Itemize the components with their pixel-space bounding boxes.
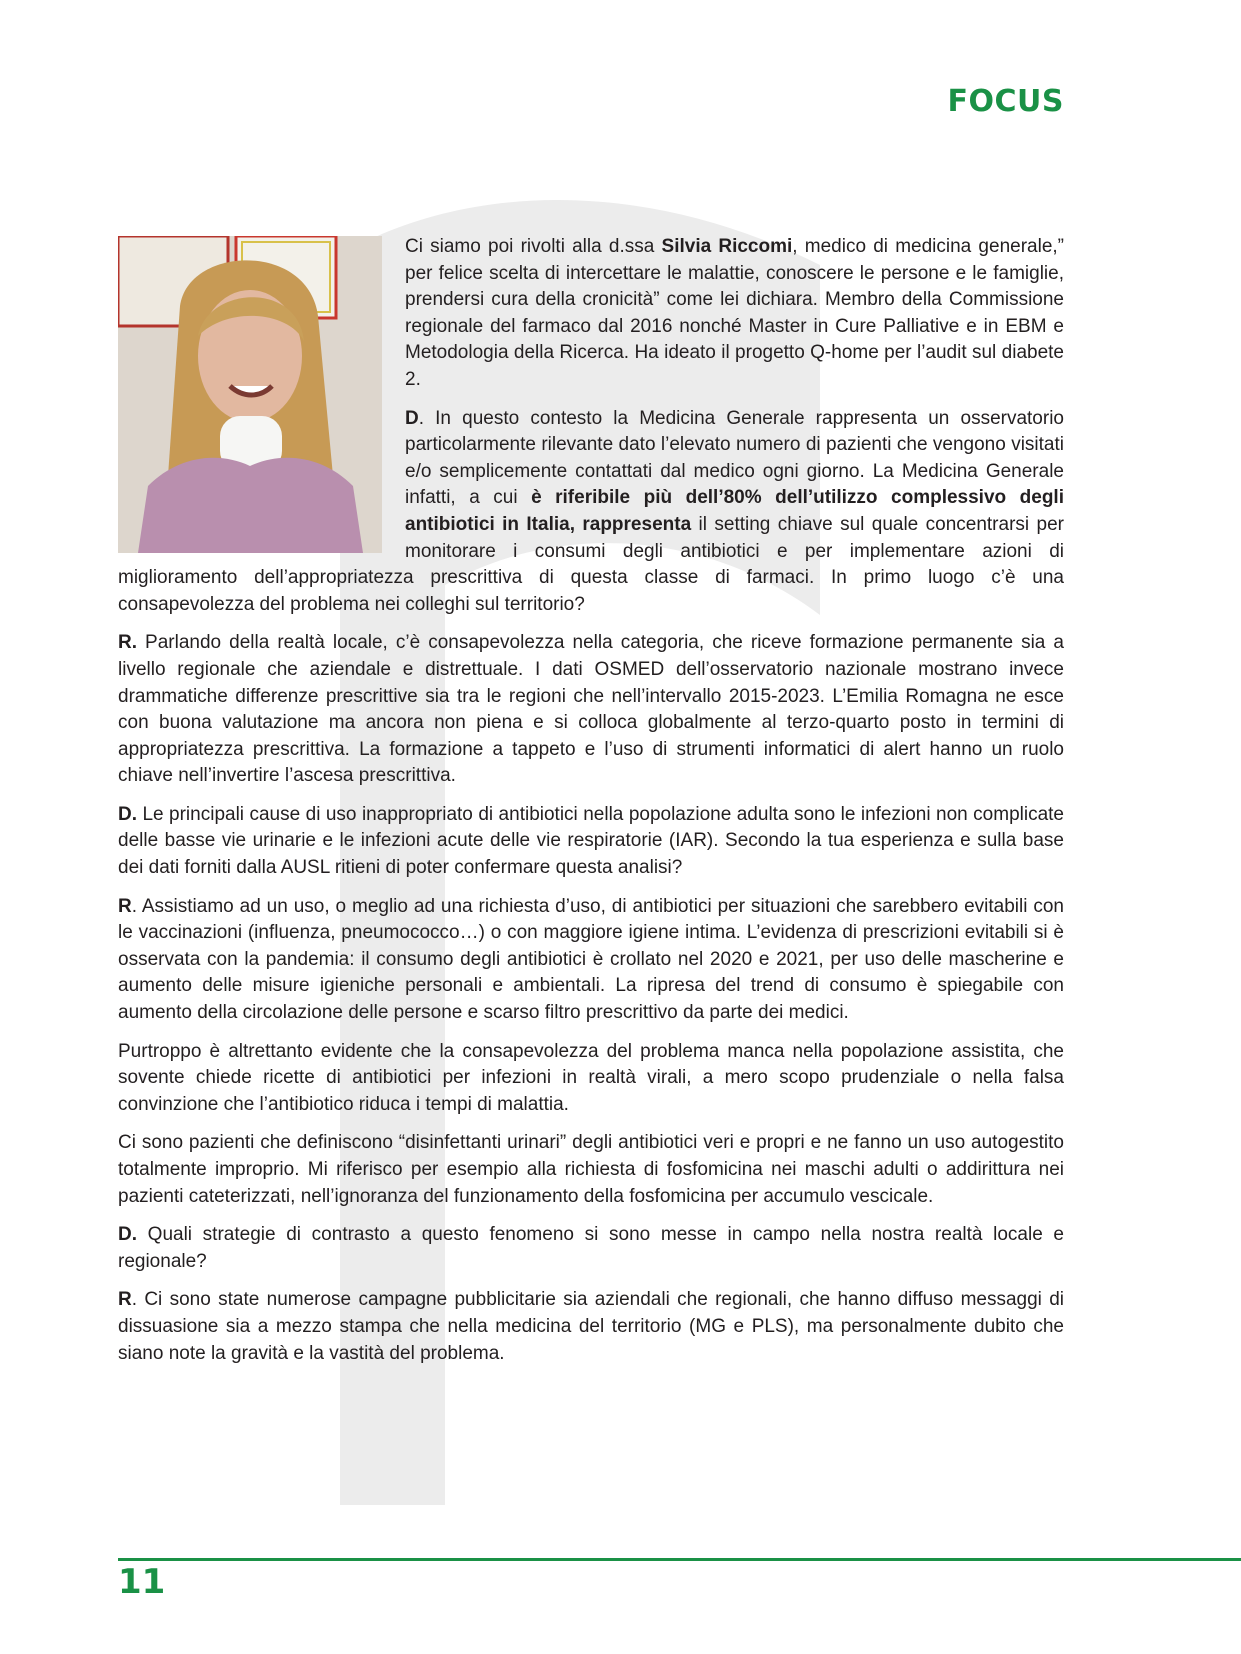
answer-tag: R: [118, 1289, 132, 1311]
question-paragraph: D. Quali strategie di contrasto a questo fenomeno si sono messe in campo nella nostra realtà locale e regionale?: [118, 1224, 1064, 1272]
answer-paragraph: R. Ci sono state numerose campagne pubblicitarie sia aziendali che regionali, che hanno diffuso messaggi di dissuasione sia a mezzo stampa che nella medicina del territorio (MG e PLS), ma personalmente dubito che siano note la gravità e la vastità del problema.: [118, 1289, 1064, 1364]
body-paragraph: Purtroppo è altrettanto evidente che la consapevolezza del problema manca nella popolazione assistita, che sovente chiede ricette di antibiotici per infezioni in realtà virali, a mero scopo prudenziale o nella falsa convinzione che l’antibiotico riduca i tempi di malattia.: [118, 1040, 1064, 1115]
highlight-text: è riferibile più dell’80% dell’utilizzo complessivo degli antibiotici in Italia, rappresenta: [405, 487, 1064, 535]
interviewee-name: Silvia Riccomi: [661, 236, 793, 257]
question-tag: D.: [118, 803, 137, 825]
footer-rule: [118, 1558, 1241, 1561]
answer-tag: R.: [118, 632, 137, 654]
answer-paragraph: R. Parlando della realtà locale, c’è consapevolezza nella categoria, che riceve formazione permanente sia a livello regionale che aziendale e distrettuale. I dati OSMED dell’osservatorio nazionale mostrano invece drammatiche differenze prescrittive sia tra le regioni che nell’intervallo 2015-2023. L’Emilia Romagna ne esce con buona valutazione ma ancora non piena e si colloca globalmente al terzo-quarto posto in termini di appropriatezza prescrittiva. La formazione a tappeto e l’uso di strumenti informatici di alert hanno un ruolo chiave nell’invertire l’ascesa prescrittiva.: [118, 632, 1064, 787]
question-paragraph: D. Le principali cause di uso inappropriato di antibiotici nella popolazione adulta sono le infezioni non complicate delle basse vie urinarie e le infezioni acute delle vie respiratorie (IAR). Secondo la tua esperienza e sulla base dei dati forniti dalla AUSL ritieni di poter confermare questa analisi?: [118, 803, 1064, 879]
portrait-photo: [118, 236, 382, 553]
answer-paragraph: R. Assistiamo ad un uso, o meglio ad una richiesta d’uso, di antibiotici per situazioni che sarebbero evitabili con le vaccinazioni (influenza, pneumococco…) o con maggiore igiene intima. L’evidenza di prescrizioni evitabili si è osservata con la pandemia: il consumo degli antibiotici è crollato nel 2020 e 2021, per uso delle mascherine e aumento delle misure igieniche personali e ambientali. La ripresa del trend di consumo è spiegabile con aumento della circolazione delle persone e scarso filtro prescrittivo da parte dei medici.: [118, 895, 1064, 1024]
page-number: 11: [118, 1562, 166, 1602]
section-label: FOCUS: [947, 84, 1064, 119]
question-tag: D.: [118, 1224, 137, 1246]
question-paragraph: D. In questo contesto la Medicina Generale rappresenta un osservatorio particolarmente rilevante dato l’elevato numero di pazienti che vengono visitati e/o semplicemente contattati dal medico ogni giorno. La Medicina Generale infatti, a cui è riferibile più dell’80% dell’utilizzo complessivo degli antibiotici in Italia, rappresenta il setting chiave sul quale concentrarsi per monitorare i consumi degli antibiotici e per implementare azioni di miglioramento dell’appropriatezza prescrittiva di questa classe di farmaci. In primo luogo c’è una consapevolezza del problema nei colleghi sul territorio?: [118, 407, 1064, 615]
question-tag: D: [405, 407, 419, 429]
intro-paragraph: Ci siamo poi rivolti alla d.ssa Silvia Riccomi, medico di medicina generale,” per felice scelta di intercettare le malattie, conoscere le persone e le famiglie, prendersi cura della cronicità” come lei dichiara. Membro della Commissione regionale del farmaco dal 2016 nonché Master in Cure Palliative e in EBM e Metodologia della Ricerca. Ha ideato il progetto Q-home per l’audit sul diabete 2.: [405, 236, 1064, 390]
body-paragraph: Ci sono pazienti che definiscono “disinfettanti urinari” degli antibiotici veri e propri e ne fanno un uso autogestito totalmente improprio. Mi riferisco per esempio alla richiesta di fosfomicina nei maschi adulti o addirittura nei pazienti cateterizzati, nell’ignoranza del funzionamento della fosfomicina per accumulo vescicale.: [118, 1132, 1064, 1207]
answer-tag: R: [118, 895, 132, 917]
